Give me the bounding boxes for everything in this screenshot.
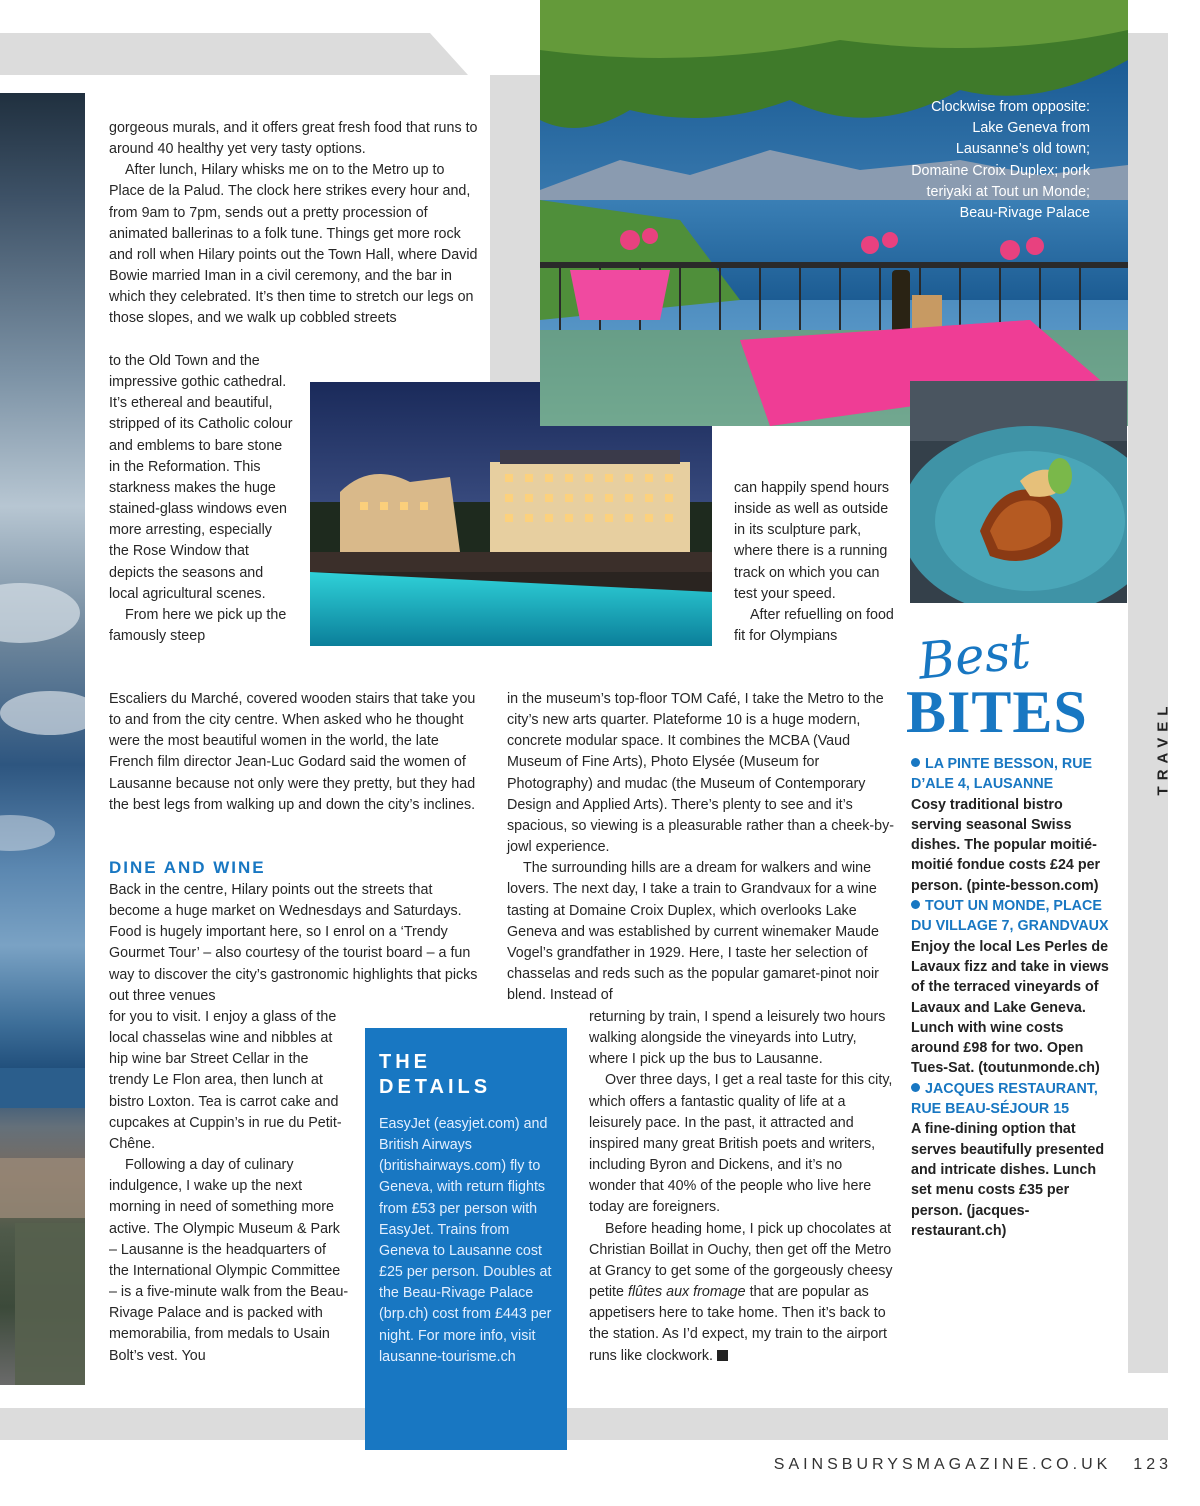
pork-teriyaki-photo [910, 381, 1127, 603]
paragraph: Following a day of culinary indulgence, I wake up the next morning in need of something more active. The Olympic Museum & Park – Lausanne is the headquarters of the International Olympic Committee – is a five-minute walk from the Beau-Rivage Palace and is packed with memorabilia, from medals to Usain Bolt’s vest. You [109, 1157, 349, 1364]
column-1-dine [109, 880, 485, 1007]
entry-title-text: JACQUES RESTAURANT, RUE BEAU-SÉJOUR 15 [911, 1080, 1098, 1118]
caption-line: teriyaki at Tout un Monde; [926, 183, 1090, 200]
details-box [365, 1028, 567, 1450]
paragraph: for you to visit. I enjoy a glass of the local chasselas wine and nibbles at hip wine bar Street Cellar in the trendy Le Flon area, then lunch at bistro Loxton. Tea is carrot cake and cupcakes at Cuppin’s in rue du Petit-Chêne. [109, 1009, 342, 1152]
top-grey-bar [0, 33, 468, 75]
photo-caption [840, 97, 1090, 224]
bullet-icon [911, 758, 920, 767]
paragraph: to the Old Town and the impressive gothic cathedral. It’s ethereal and beautiful, stripped of its Catholic colour and emblems to bare stone in the Reformation. This starkness makes the huge stained-glass windows even more arresting, especially the Rose Window that depicts the seasons and local agricultural scenes. [109, 353, 293, 602]
list-item [911, 754, 1111, 896]
entry-title [911, 1079, 1111, 1120]
caption-line: Domaine Croix Duplex; pork [911, 162, 1090, 179]
paragraph: From here we pick up the famously steep [109, 606, 287, 645]
dine-and-wine-heading: DINE AND WINE [109, 858, 266, 877]
paragraph: returning by train, I spend a leisurely two hours walking alongside the vineyards into Lutry, where I pick up the bus to Lausanne. [589, 1009, 886, 1068]
entry-title [911, 896, 1111, 937]
column-1-bottom [109, 1007, 349, 1367]
paragraph: The surrounding hills are a dream for walkers and wine lovers. The next day, I take a train to Grandvaux for a wine tasting at Domaine Croix Duplex, which overlooks Lake Geneva and was established by current winemaker Maude Vogel’s grandfather in 1929. Here, I taste her selection of chasselas and reds such as the popular gamaret-pinot noir blend. Instead of [507, 860, 879, 1004]
column-1-lower [109, 689, 481, 816]
best-bites-list [911, 754, 1111, 1241]
text-span: that are popular as appetisers here to take home. Then it’s back to the station. As I’d expect, my train to the airport runs like clockwork. [589, 1284, 888, 1364]
details-title [379, 1050, 491, 1100]
italic-text: flûtes aux fromage [627, 1284, 746, 1301]
column-2-middle [507, 689, 895, 1006]
paragraph: in the museum’s top-floor TOM Café, I take the Metro to the city’s new arts quarter. Plateforme 10 is a huge modern, concrete modular space. It combines the MCBA (Vaud Museum of Fine Arts), Photo Elysée (Museum for Photography) and mudac (the Museum of Contemporary Design and Applied Arts). There’s plenty to see and it’s spacious, so viewing is a pleasurable rather than a cheek-by-jowl experience. [507, 691, 895, 856]
column-2-narrow [589, 1007, 893, 1367]
column-1-narrow [109, 351, 294, 647]
paragraph: After refuelling on food fit for Olympians [734, 606, 894, 645]
details-title-line: THE [379, 1051, 431, 1073]
mid-grey-strip [490, 75, 540, 383]
paragraph: After lunch, Hilary whisks me on to the Metro up to Place de la Palud. The clock here strikes every hour and, from 9am to 7pm, sends out a pretty procession of animated ballerinas to a folk tune. Things get more rock and roll when Hilary points out the Town Hall, where David Bowie married Iman in a civil ceremony, and the bar in which they celebrated. It’s then time to stretch our legs on those slopes, and we walk up cobbled streets [109, 162, 478, 327]
list-item [911, 1079, 1111, 1241]
column-2-top [734, 478, 894, 647]
section-tag: TRAVEL [1154, 700, 1172, 796]
text-span: Before heading home, I pick up chocolates at Christian Boillat in Ouchy, then get off the Metro at Grancy to get some of the gorgeously cheesy petite [589, 1220, 893, 1301]
entry-title-text: LA PINTE BESSON, RUE D’ALE 4, LAUSANNE [911, 756, 1093, 793]
paragraph [589, 1219, 893, 1367]
end-mark-icon [717, 1350, 728, 1361]
paragraph: Back in the centre, Hilary points out the streets that become a huge market on Wednesdays and Saturdays. Food is hugely important here, so I enrol on a ‘Trendy Gourmet Tour’ – also courtesy of the tourist board – a fun way to discover the city’s gastronomic highlights that picks out three venues [109, 882, 478, 1004]
entry-title-text: TOUT UN MONDE, PLACE DU VILLAGE 7, GRANDVAUX [911, 898, 1109, 935]
footer [774, 1456, 1172, 1474]
entry-title [911, 754, 1111, 795]
paragraph: can happily spend hours inside as well as outside in its sculpture park, where there is a running track on which you can test your speed. [734, 480, 889, 602]
entry-body: Cosy traditional bistro serving seasonal Swiss dishes. The popular moitié-moitié fondue costs £24 per person. (pinte-besson.com) [911, 796, 1101, 894]
entry-body: Enjoy the local Les Perles de Lavaux fizz and take in views of the terraced vineyards of Lavaux and Lake Geneva. Lunch with wine costs around £98 for two. Open Tues-Sat. (toutunmonde.ch) [911, 938, 1109, 1077]
lake-geneva-photo-strip [0, 93, 85, 1385]
paragraph: Escaliers du Marché, covered wooden stairs that take you to and from the city centre. When asked who he thought were the most beautiful women in the world, the late French film director Jean-Luc Godard said the women of Lausanne because not only were they pretty, but they had the best legs from walking up and down the city’s inclines. [109, 691, 476, 813]
bullet-icon [911, 900, 920, 909]
details-title-line: DETAILS [379, 1076, 492, 1098]
details-body: EasyJet (easyjet.com) and British Airways (britishairways.com) fly to Geneva, with return flights from £53 per person with EasyJet. Trains from Geneva to Lausanne cost £25 per person. Doubles at the Beau-Rivage Palace (brp.ch) cost from £443 per night. For more info, visit lausanne-tourisme.ch [379, 1116, 552, 1365]
page-number: 123 [1133, 1456, 1172, 1473]
bites-title: BITES [906, 679, 1088, 745]
entry-body: A fine-dining option that serves beautifully presented and intricate dishes. Lunch set menu costs £35 per person. (jacques-restaurant.ch) [911, 1121, 1105, 1239]
caption-line: Beau-Rivage Palace [959, 205, 1090, 222]
paragraph: gorgeous murals, and it offers great fresh food that runs to around 40 healthy yet very tasty options. [109, 120, 478, 158]
caption-line: Lake Geneva from [972, 120, 1090, 137]
caption-line: Clockwise from opposite: [931, 99, 1090, 115]
best-script-word: Best [915, 621, 1033, 691]
bottom-grey-bar [0, 1408, 1168, 1440]
footer-site: SAINSBURYSMAGAZINE.CO.UK [773, 1456, 1112, 1473]
column-1-top [109, 118, 481, 330]
caption-line: Lausanne’s old town; [955, 141, 1090, 158]
bullet-icon [911, 1083, 920, 1092]
paragraph: Over three days, I get a real taste for this city, which offers a fantastic quality of life at a leisurely pace. In the past, it attracted and inspired many great British poets and writers, including Byron and Dickens, and it’s no wonder that 40% of the people who live here today are foreigners. [589, 1072, 893, 1216]
list-item [911, 896, 1111, 1079]
